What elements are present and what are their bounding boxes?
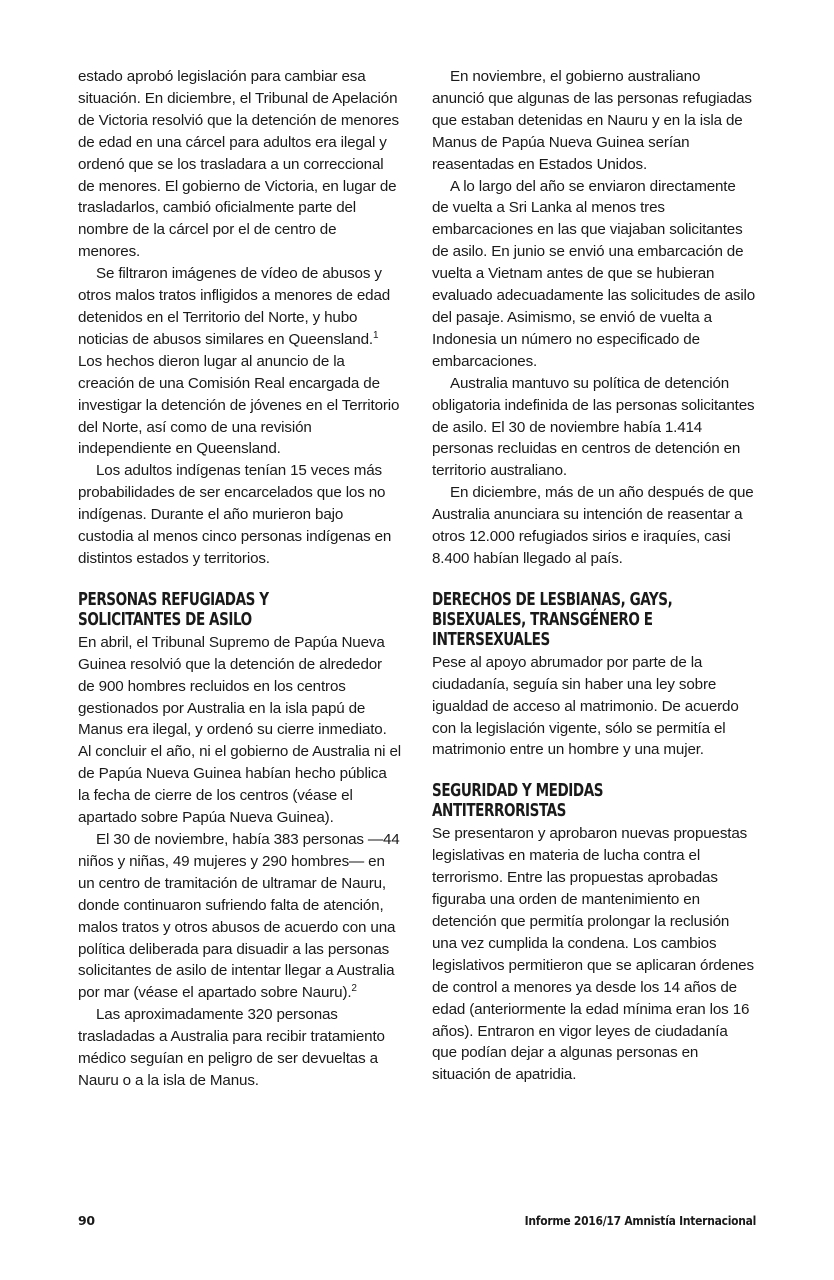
page-number: 90 (78, 1213, 95, 1228)
heading-line: SEGURIDAD Y MEDIDAS (432, 781, 604, 802)
running-footer-title: Informe 2016/17 Amnistía Internacional (524, 1213, 756, 1228)
paragraph-text: El 30 de noviembre, había 383 personas —44 niños y niñas, 49 mujeres y 290 hombres— en un centro de tramitación de ultramar de Nauru, donde continuaron sufriendo falta de atención, malos tratos y otros abusos de acuerdo con una política deliberada para disuadir a las personas solicitantes de asilo de intentar llegar a Australia por mar (véase el apartado sobre Nauru). (78, 831, 400, 1002)
heading-line: BISEXUALES, TRANSGÉNERO E (432, 609, 653, 630)
paragraph-text: Los hechos dieron lugar al anuncio de la creación de una Comisión Real encargada de investigar la detención de jóvenes en el Territorio del Norte, así como de una revisión independiente en Queensland. (78, 352, 400, 458)
right-column (432, 66, 756, 1086)
heading-line: DERECHOS DE LESBIANAS, GAYS, (432, 589, 673, 610)
paragraph-indigenous-adults: Los adultos indígenas tenían 15 veces más probabilidades de ser encarcelados que los no indígenas. Durante el año murieron bajo custodia al menos cinco personas indígenas en distintos estados y territorios. (78, 462, 392, 567)
footnote-reference-2[interactable]: 2 (351, 983, 357, 995)
section-heading-refugees (78, 590, 401, 630)
heading-line: INTERSEXUALES (432, 629, 550, 650)
section-heading-security (432, 781, 755, 821)
paragraph-boat-turnbacks: A lo largo del año se enviaron directamente de vuelta a Sri Lanka al menos tres embarcaciones en las que viajaban solicitantes de asilo. En junio se envió una embarcación de vuelta a Vietnam antes de que se hubieran evaluado adecuadamente las solicitudes de asilo del pasaje. Asimismo, se envió de vuelta a Indonesia un número no especificado de embarcaciones. (432, 177, 756, 370)
paragraph-mandatory-detention: Australia mantuvo su política de detención obligatoria indefinida de las personas solicitantes de asilo. El 30 de noviembre había 1.414 personas recluidas en centros de detención en territorio australiano. (432, 374, 755, 480)
paragraph-northern-territory-abuse (78, 263, 402, 460)
heading-line: ANTITERRORISTAS (432, 801, 566, 822)
footnote-reference-1[interactable]: 1 (372, 329, 379, 341)
paragraph-syrian-iraqi-refugees: En diciembre, más de un año después de que Australia anunciara su intención de reasentar a otros 12.000 refugiados sirios e iraquíes, casi 8.400 habían llegado al país. (432, 484, 754, 567)
paragraph-manus-ruling: En abril, el Tribunal Supremo de Papúa Nueva Guinea resolvió que la detención de alrededor de 900 hombres recluidos en los centros gestionados por Australia en la isla papú de Manus era ilegal, y ordenó su cierre inmediato. Al concluir el año, ni el gobierno de Australia ni el de Papúa Nueva Guinea habían hecho pública la fecha de cierre de los centros (véase el apartado sobre Papúa Nueva Guinea). (78, 633, 402, 827)
left-column (78, 66, 402, 1092)
paragraph-medical-transfers: Las aproximadamente 320 personas trasladadas a Australia para recibir tratamiento médico seguían en peligro de ser devueltas a Nauru o a la isla de Manus. (78, 1006, 385, 1089)
paragraph-victoria-juvenile-detention: estado aprobó legislación para cambiar esa situación. En diciembre, el Tribunal de Apelación de Victoria resolvió que la detención de menores de edad en una cárcel para adultos era ilegal y ordenó que se los trasladara a un correccional de menores. El gobierno de Victoria, en lugar de trasladarlos, cambió oficialmente parte del nombre de la cárcel por el de centro de menores. (78, 68, 399, 261)
paragraph-marriage-equality: Pese al apoyo abrumador por parte de la ciudadanía, seguía sin haber una ley sobre igualdad de acceso al matrimonio. De acuerdo con la legislación vigente, sólo se permitía el matrimonio entre un hombre y una mujer. (432, 653, 739, 759)
paragraph-counterterrorism-laws: Se presentaron y aprobaron nuevas propuestas legislativas en materia de lucha contra el terrorismo. Entre las propuestas aprobadas figuraba una orden de mantenimiento en detención que permitía prolongar la reclusión una vez cumplida la condena. Los cambios legislativos permitieron que se aplicaran órdenes de control a menores ya desde los 14 años de edad (anteriormente la edad mínima eran los 16 años). Entraron en vigor leyes de ciudadanía que podían dejar a algunas personas en situación de apatridia. (432, 825, 754, 1084)
heading-line: PERSONAS REFUGIADAS Y (78, 589, 269, 610)
heading-line: SOLICITANTES DE ASILO (78, 609, 252, 630)
paragraph-nauru-detainees (78, 829, 402, 1004)
section-heading-lgbti-rights (432, 590, 755, 650)
paragraph-text: Se filtraron imágenes de vídeo de abusos y otros malos tratos infligidos a menores de edad detenidos en el Territorio del Norte, y hubo noticias de abusos similares en Queensland. (78, 265, 391, 348)
paragraph-us-resettlement: En noviembre, el gobierno australiano anunció que algunas de las personas refugiadas que estaban detenidas en Nauru y en la isla de Manus de Papúa Nueva Guinea serían reasentadas en Estados Unidos. (432, 68, 752, 173)
